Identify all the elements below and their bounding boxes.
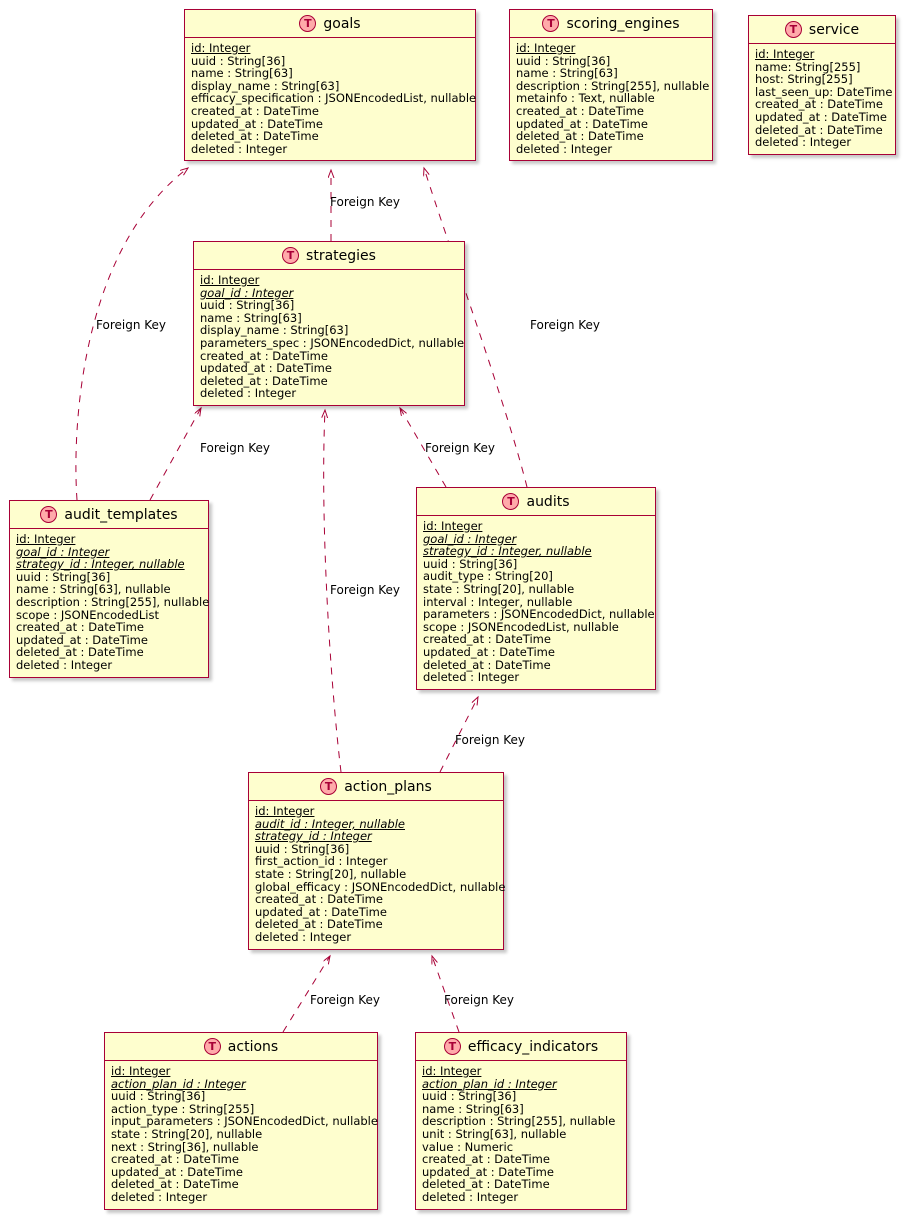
entity-field: deleted_at : DateTime [755, 122, 883, 137]
entity-field: goal_id : Integer [16, 544, 110, 559]
entity-field: updated_at : DateTime [422, 1164, 554, 1179]
entity-field: updated_at : DateTime [755, 109, 887, 124]
entity-field: display_name : String[63] [191, 78, 340, 93]
entity-field: uuid : String[36] [200, 298, 295, 313]
entity-field: unit : String[63], nullable [422, 1126, 567, 1141]
entity-field: deleted : Integer [516, 141, 613, 156]
entity-field: scope : JSONEncodedList, nullable [423, 619, 619, 634]
entity-field: created_at : DateTime [255, 892, 383, 907]
relationship-label: Foreign Key [310, 993, 380, 1007]
entity-field: name : String[63] [200, 310, 302, 325]
table-icon: T [204, 1038, 221, 1055]
entity-fields [194, 270, 464, 405]
entity-actions[interactable] [104, 1032, 378, 1210]
entity-field: created_at : DateTime [111, 1152, 239, 1167]
entity-header [185, 10, 475, 38]
entity-title: service [808, 21, 860, 38]
entity-field: uuid : String[36] [422, 1089, 517, 1104]
entity-field: created_at : DateTime [200, 348, 328, 363]
entity-field: id: Integer [255, 804, 315, 818]
entity-header [417, 488, 655, 516]
entity-field: strategy_id : Integer [255, 829, 372, 844]
entity-field: first_action_id : Integer [255, 854, 388, 869]
entity-header [105, 1033, 377, 1061]
entity-efficacy_indicators[interactable] [415, 1032, 627, 1210]
entity-field: name : String[63] [191, 66, 293, 81]
entity-header [416, 1033, 626, 1061]
entity-field: updated_at : DateTime [191, 116, 323, 131]
entity-field: created_at : DateTime [423, 632, 551, 647]
entity-field: audit_id : Integer, nullable [255, 816, 405, 831]
entity-title: audits [526, 493, 570, 510]
entity-field: updated_at : DateTime [255, 904, 387, 919]
entity-field: deleted : Integer [755, 135, 852, 150]
entity-field: next : String[36], nullable [111, 1139, 259, 1154]
entity-field: deleted_at : DateTime [16, 645, 144, 660]
table-icon: T [502, 493, 519, 510]
entity-field: created_at : DateTime [191, 103, 319, 118]
entity-field: updated_at : DateTime [423, 644, 555, 659]
entity-field: parameters_spec : JSONEncodedDict, nullable [200, 335, 465, 350]
entity-field: metainfo : Text, nullable [516, 91, 655, 106]
entity-field: deleted : Integer [255, 929, 352, 944]
entity-fields [105, 1061, 377, 1209]
entity-field: name : String[63] [516, 66, 618, 81]
entity-field: deleted_at : DateTime [423, 657, 551, 672]
entity-title: actions [227, 1038, 279, 1055]
entity-header [10, 501, 208, 529]
entity-field: strategy_id : Integer, nullable [423, 544, 592, 559]
entity-field: state : String[20], nullable [423, 581, 575, 596]
entity-field: description : String[255], nullable [16, 594, 210, 609]
table-icon: T [40, 506, 57, 523]
entity-field: action_plan_id : Integer [422, 1076, 557, 1091]
entity-field: id: Integer [755, 47, 815, 61]
entity-field: deleted : Integer [200, 386, 297, 401]
entity-field: description : String[255], nullable [422, 1114, 616, 1129]
entity-field: value : Numeric [422, 1139, 514, 1154]
entity-field: updated_at : DateTime [111, 1164, 243, 1179]
entity-field: display_name : String[63] [200, 323, 349, 338]
entity-title: audit_templates [64, 506, 178, 523]
entity-title: action_plans [344, 778, 432, 795]
relationship-label: Foreign Key [425, 441, 495, 455]
entity-fields [417, 516, 655, 689]
entity-fields [10, 529, 208, 677]
entity-header [249, 773, 503, 801]
entity-service[interactable] [748, 15, 896, 155]
entity-field: description : String[255], nullable [516, 78, 710, 93]
entity-field: uuid : String[36] [516, 53, 611, 68]
entity-title: efficacy_indicators [467, 1038, 599, 1055]
entity-field: goal_id : Integer [423, 531, 517, 546]
entity-field: deleted : Integer [423, 670, 520, 685]
entity-field: deleted : Integer [422, 1189, 519, 1204]
entity-field: efficacy_specification : JSONEncodedList, nullable [191, 91, 477, 106]
entity-header [749, 16, 895, 44]
entity-fields [185, 38, 475, 160]
entity-field: audit_type : String[20] [423, 569, 553, 584]
entity-field: uuid : String[36] [423, 556, 518, 571]
entity-field: deleted_at : DateTime [200, 373, 328, 388]
entity-field: id: Integer [423, 519, 483, 533]
table-icon: T [444, 1038, 461, 1055]
entity-field: created_at : DateTime [516, 103, 644, 118]
entity-field: action_plan_id : Integer [111, 1076, 246, 1091]
entity-action_plans[interactable] [248, 772, 504, 950]
entity-title: scoring_engines [566, 15, 680, 32]
entity-fields [510, 38, 712, 160]
relationship-label: Foreign Key [330, 583, 400, 597]
entity-field: updated_at : DateTime [516, 116, 648, 131]
relationship-label: Foreign Key [330, 195, 400, 209]
relationship-label: Foreign Key [455, 733, 525, 747]
entity-field: state : String[20], nullable [111, 1126, 263, 1141]
entity-field: created_at : DateTime [16, 620, 144, 635]
entity-field: deleted_at : DateTime [191, 129, 319, 144]
entity-field: interval : Integer, nullable [423, 594, 573, 609]
entity-field: last_seen_up: DateTime [755, 84, 893, 99]
entity-field: id: Integer [200, 273, 260, 287]
table-icon: T [320, 778, 337, 795]
entity-field: input_parameters : JSONEncodedDict, nullable [111, 1114, 378, 1129]
entity-field: host: String[255] [755, 72, 853, 87]
entity-field: state : String[20], nullable [255, 866, 407, 881]
entity-field: deleted_at : DateTime [255, 917, 383, 932]
entity-field: deleted_at : DateTime [422, 1177, 550, 1192]
entity-field: scope : JSONEncodedList [16, 607, 159, 622]
table-icon: T [785, 21, 802, 38]
entity-field: name : String[63], nullable [16, 582, 171, 597]
entity-field: uuid : String[36] [255, 841, 350, 856]
entity-fields [249, 801, 506, 949]
entity-field: id: Integer [516, 41, 576, 55]
entity-field: uuid : String[36] [16, 569, 111, 584]
entity-header [510, 10, 712, 38]
entity-scoring_engines[interactable] [509, 9, 713, 161]
entity-field: strategy_id : Integer, nullable [16, 557, 185, 572]
entity-field: created_at : DateTime [422, 1152, 550, 1167]
entity-field: deleted_at : DateTime [516, 129, 644, 144]
entity-field: id: Integer [191, 41, 251, 55]
table-icon: T [282, 247, 299, 264]
table-icon: T [542, 15, 559, 32]
table-icon: T [299, 15, 316, 32]
entity-goals[interactable] [184, 9, 476, 161]
entity-field: id: Integer [422, 1064, 482, 1078]
entity-field: deleted_at : DateTime [111, 1177, 239, 1192]
relationship-label: Foreign Key [200, 441, 270, 455]
entity-field: updated_at : DateTime [16, 632, 148, 647]
entity-field: updated_at : DateTime [200, 361, 332, 376]
relationship-label: Foreign Key [530, 318, 600, 332]
relationship-edge [76, 168, 188, 500]
entity-field: name : String[63] [422, 1101, 524, 1116]
relationship-label: Foreign Key [444, 993, 514, 1007]
entity-field: created_at : DateTime [755, 97, 883, 112]
entity-audits[interactable] [416, 487, 656, 690]
entity-field: name: String[255] [755, 59, 861, 74]
entity-header [194, 242, 464, 270]
entity-field: uuid : String[36] [191, 53, 286, 68]
entity-title: strategies [306, 247, 376, 264]
entity-field: deleted : Integer [16, 657, 113, 672]
entity-field: global_efficacy : JSONEncodedDict, nullable [255, 879, 506, 894]
entity-strategies[interactable] [193, 241, 465, 406]
entity-fields [416, 1061, 626, 1209]
entity-field: id: Integer [16, 532, 76, 546]
entity-field: deleted : Integer [191, 141, 288, 156]
entity-field: parameters : JSONEncodedDict, nullable [423, 607, 655, 622]
entity-audit_templates[interactable] [9, 500, 209, 678]
entity-field: action_type : String[255] [111, 1101, 255, 1116]
entity-fields [749, 44, 895, 154]
relationship-edge [150, 408, 201, 500]
entity-field: uuid : String[36] [111, 1089, 206, 1104]
relationship-label: Foreign Key [96, 318, 166, 332]
entity-field: id: Integer [111, 1064, 171, 1078]
entity-field: deleted : Integer [111, 1189, 208, 1204]
entity-title: goals [323, 15, 361, 32]
entity-field: goal_id : Integer [200, 285, 294, 300]
